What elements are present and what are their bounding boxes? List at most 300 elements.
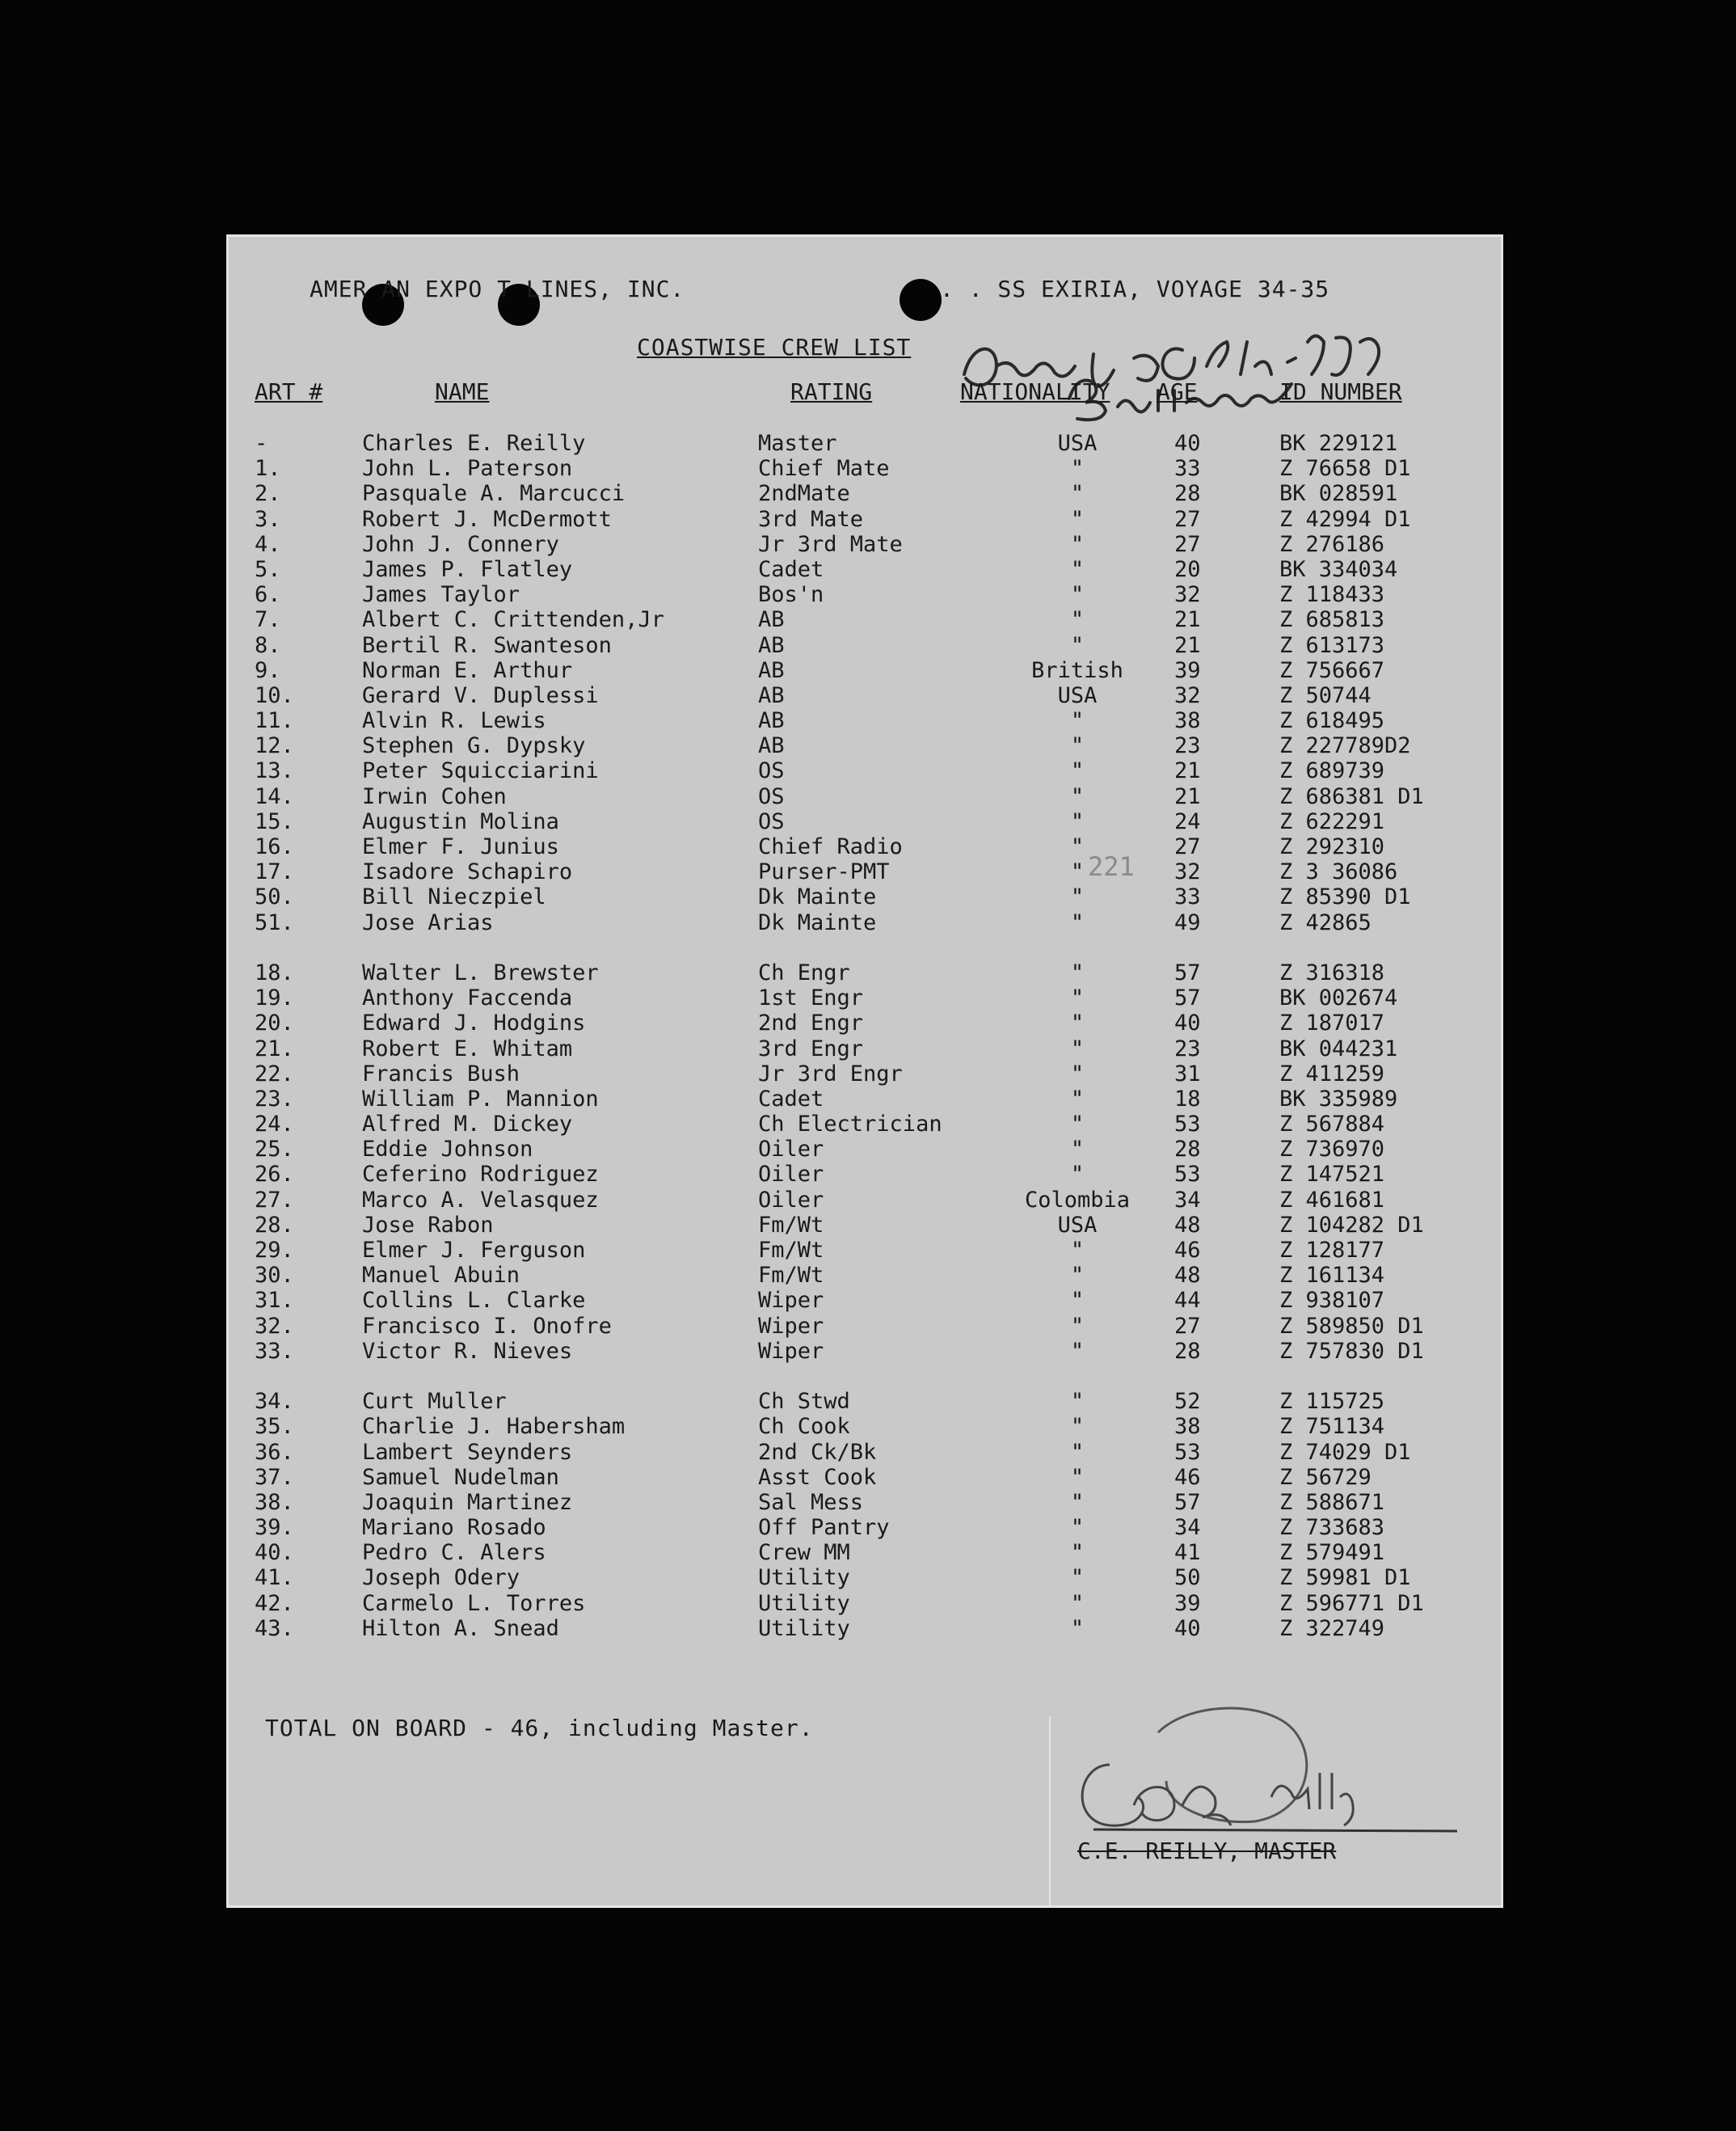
crew-rating: Ch Stwd [758, 1389, 850, 1415]
crew-nationality: " [1070, 1263, 1085, 1289]
crew-id-number: Z 42994 D1 [1279, 506, 1411, 532]
crew-id-number: Z 316318 [1279, 960, 1385, 985]
crew-row [229, 1288, 1501, 1313]
crew-row [229, 708, 1501, 733]
crew-name: Francis Bush [362, 1061, 520, 1087]
crew-nationality: " [1070, 758, 1085, 784]
crew-id-number: BK 002674 [1279, 985, 1398, 1011]
crew-age: 34 [1174, 1515, 1201, 1541]
crew-nationality: " [1070, 607, 1085, 633]
art-number: 37. [255, 1464, 294, 1490]
crew-nationality: " [1070, 556, 1085, 582]
crew-row [229, 1616, 1501, 1641]
crew-rating: AB [758, 733, 785, 759]
art-number: 8. [255, 632, 281, 658]
crew-name: Albert C. Crittenden,Jr [362, 607, 664, 633]
crew-age: 32 [1174, 859, 1201, 885]
crew-age: 46 [1174, 1464, 1201, 1490]
crew-nationality: USA [1057, 682, 1098, 708]
crew-rating: Fm/Wt [758, 1212, 824, 1238]
crew-row [229, 910, 1501, 935]
crew-nationality: " [1070, 808, 1085, 834]
crew-row [229, 507, 1501, 532]
art-number: 51. [255, 909, 294, 935]
art-number: 40. [255, 1540, 294, 1566]
art-number: 31. [255, 1288, 294, 1314]
col-header-rating: RATING [790, 378, 873, 405]
crew-id-number: Z 411259 [1279, 1061, 1385, 1087]
art-number: 27. [255, 1187, 294, 1213]
crew-name: Gerard V. Duplessi [362, 682, 599, 708]
crew-id-number: Z 128177 [1279, 1238, 1385, 1263]
crew-id-number: Z 42865 [1279, 909, 1372, 935]
crew-name: Manuel Abuin [362, 1263, 520, 1289]
col-header-age: AGE [1157, 378, 1198, 405]
crew-age: 39 [1174, 657, 1201, 683]
art-number: 25. [255, 1137, 294, 1163]
crew-row [229, 1036, 1501, 1061]
crew-row [229, 1389, 1501, 1414]
art-number: 13. [255, 758, 294, 784]
crew-id-number: Z 686381 D1 [1279, 783, 1424, 809]
art-number: 15. [255, 808, 294, 834]
crew-age: 28 [1174, 481, 1201, 507]
crew-row [229, 859, 1501, 884]
crew-rating: AB [758, 632, 785, 658]
crew-id-number: Z 187017 [1279, 1011, 1385, 1036]
crew-list-document [226, 234, 1503, 1908]
crew-id-number: Z 50744 [1279, 682, 1372, 708]
crew-id-number: Z 567884 [1279, 1112, 1385, 1137]
crew-name: Lambert Seynders [362, 1439, 573, 1465]
crew-nationality: British [1031, 657, 1123, 683]
crew-id-number: Z 588671 [1279, 1489, 1385, 1515]
crew-age: 21 [1174, 632, 1201, 658]
crew-nationality: " [1070, 1061, 1085, 1087]
crew-row [229, 607, 1501, 632]
crew-id-number: Z 56729 [1279, 1464, 1372, 1490]
crew-age: 28 [1174, 1137, 1201, 1163]
crew-name: Jose Rabon [362, 1212, 494, 1238]
crew-age: 39 [1174, 1590, 1201, 1616]
art-number: 21. [255, 1036, 294, 1061]
crew-row [229, 1465, 1501, 1490]
crew-name: Alfred M. Dickey [362, 1112, 573, 1137]
crew-id-number: Z 736970 [1279, 1137, 1385, 1163]
crew-nationality: " [1070, 834, 1085, 859]
crew-row [229, 1087, 1501, 1112]
crew-name: Ceferino Rodriguez [362, 1162, 599, 1188]
crew-nationality: " [1070, 632, 1085, 658]
crew-rating: Oiler [758, 1187, 824, 1213]
crew-row [229, 1591, 1501, 1616]
art-number: 1. [255, 456, 281, 482]
crew-id-number: Z 147521 [1279, 1162, 1385, 1188]
crew-nationality: " [1070, 1464, 1085, 1490]
crew-name: Alvin R. Lewis [362, 708, 546, 734]
crew-age: 23 [1174, 1036, 1201, 1061]
crew-rating: Master [758, 431, 837, 456]
crew-name: Charles E. Reilly [362, 431, 586, 456]
crew-age: 40 [1174, 431, 1201, 456]
crew-nationality: " [1070, 1590, 1085, 1616]
art-number: 50. [255, 884, 294, 910]
art-number: 5. [255, 556, 281, 582]
master-name-line: C.E. REILLY, MASTER [1077, 1838, 1337, 1864]
crew-name: William P. Mannion [362, 1086, 599, 1112]
crew-nationality: " [1070, 1540, 1085, 1566]
crew-name: Marco A. Velasquez [362, 1187, 599, 1213]
crew-id-number: Z 59981 D1 [1279, 1565, 1411, 1591]
crew-rating: Utility [758, 1590, 850, 1616]
crew-nationality: " [1070, 884, 1085, 910]
crew-rating: Cadet [758, 1086, 824, 1112]
crew-nationality: " [1070, 783, 1085, 809]
crew-name: James Taylor [362, 582, 520, 608]
col-header-id: ID NUMBER [1279, 378, 1402, 405]
crew-rating: Fm/Wt [758, 1238, 824, 1263]
crew-nationality: " [1070, 1112, 1085, 1137]
crew-rating: AB [758, 607, 785, 633]
crew-name: Elmer J. Ferguson [362, 1238, 586, 1263]
crew-age: 33 [1174, 456, 1201, 482]
crew-rating: Jr 3rd Engr [758, 1061, 903, 1087]
crew-row [229, 1263, 1501, 1288]
crew-row [229, 532, 1501, 557]
crew-id-number: Z 74029 D1 [1279, 1439, 1411, 1465]
crew-name: Robert J. McDermott [362, 506, 612, 532]
crew-age: 44 [1174, 1288, 1201, 1314]
paper-fold-line [1049, 1716, 1051, 1906]
art-number: 7. [255, 607, 281, 633]
crew-nationality: " [1070, 1238, 1085, 1263]
crew-name: Pasquale A. Marcucci [362, 481, 626, 507]
crew-rating: Wiper [758, 1338, 824, 1364]
crew-age: 20 [1174, 556, 1201, 582]
crew-row [229, 1515, 1501, 1540]
art-number: 30. [255, 1263, 294, 1289]
total-on-board: TOTAL ON BOARD - 46, including Master. [265, 1715, 814, 1741]
art-number: - [255, 431, 268, 456]
crew-id-number: BK 229121 [1279, 431, 1398, 456]
crew-age: 57 [1174, 1489, 1201, 1515]
crew-nationality: " [1070, 859, 1085, 885]
crew-nationality: USA [1057, 1212, 1098, 1238]
crew-name: Bill Nieczpiel [362, 884, 546, 910]
crew-row [229, 1490, 1501, 1515]
art-number: 32. [255, 1313, 294, 1339]
crew-name: Anthony Faccenda [362, 985, 573, 1011]
crew-age: 40 [1174, 1615, 1201, 1641]
crew-row [229, 1314, 1501, 1339]
crew-id-number: Z 322749 [1279, 1615, 1385, 1641]
crew-id-number: Z 757830 D1 [1279, 1338, 1424, 1364]
crew-id-number: Z 756667 [1279, 657, 1385, 683]
crew-nationality: " [1070, 1011, 1085, 1036]
crew-row [229, 884, 1501, 909]
crew-nationality: " [1070, 1515, 1085, 1541]
crew-nationality: " [1070, 733, 1085, 759]
crew-id-number: Z 613173 [1279, 632, 1385, 658]
crew-rating: OS [758, 808, 785, 834]
crew-row [229, 1440, 1501, 1465]
crew-name: Norman E. Arthur [362, 657, 573, 683]
crew-id-number: Z 118433 [1279, 582, 1385, 608]
crew-id-number: Z 3 36086 [1279, 859, 1398, 885]
crew-id-number: BK 334034 [1279, 556, 1398, 582]
crew-name: Hilton A. Snead [362, 1615, 559, 1641]
crew-nationality: " [1070, 1288, 1085, 1314]
crew-nationality: " [1070, 1615, 1085, 1641]
crew-nationality: " [1070, 960, 1085, 985]
crew-age: 33 [1174, 884, 1201, 910]
art-number: 19. [255, 985, 294, 1011]
crew-age: 28 [1174, 1338, 1201, 1364]
section-gap [229, 1364, 1501, 1389]
crew-age: 52 [1174, 1389, 1201, 1415]
art-number: 35. [255, 1414, 294, 1440]
crew-nationality: " [1070, 1439, 1085, 1465]
art-number: 41. [255, 1565, 294, 1591]
crew-age: 46 [1174, 1238, 1201, 1263]
crew-row [229, 557, 1501, 582]
art-number: 23. [255, 1086, 294, 1112]
crew-row [229, 683, 1501, 708]
crew-nationality: " [1070, 456, 1085, 482]
crew-name: Eddie Johnson [362, 1137, 533, 1163]
crew-age: 41 [1174, 1540, 1201, 1566]
crew-row [229, 985, 1501, 1011]
crew-rating: Crew MM [758, 1540, 850, 1566]
crew-nationality: " [1070, 1137, 1085, 1163]
crew-age: 49 [1174, 909, 1201, 935]
crew-rating: OS [758, 758, 785, 784]
crew-nationality: " [1070, 481, 1085, 507]
crew-id-number: Z 589850 D1 [1279, 1313, 1424, 1339]
crew-name: Pedro C. Alers [362, 1540, 546, 1566]
crew-rating: Chief Radio [758, 834, 903, 859]
crew-rating: Cadet [758, 556, 824, 582]
crew-id-number: BK 335989 [1279, 1086, 1398, 1112]
crew-rating: AB [758, 708, 785, 734]
crew-name: James P. Flatley [362, 556, 573, 582]
art-number: 4. [255, 531, 281, 557]
crew-id-number: Z 685813 [1279, 607, 1385, 633]
crew-id-number: Z 622291 [1279, 808, 1385, 834]
crew-name: Elmer F. Junius [362, 834, 559, 859]
crew-rating: Asst Cook [758, 1464, 877, 1490]
crew-name: Stephen G. Dypsky [362, 733, 586, 759]
crew-rating: 2ndMate [758, 481, 850, 507]
crew-nationality: " [1070, 985, 1085, 1011]
crew-name: Irwin Cohen [362, 783, 507, 809]
crew-rating: Oiler [758, 1162, 824, 1188]
crew-rating: Utility [758, 1565, 850, 1591]
crew-age: 21 [1174, 607, 1201, 633]
crew-age: 31 [1174, 1061, 1201, 1087]
crew-rating: Wiper [758, 1313, 824, 1339]
crew-nationality: " [1070, 582, 1085, 608]
crew-name: John L. Paterson [362, 456, 573, 482]
crew-age: 24 [1174, 808, 1201, 834]
crew-age: 53 [1174, 1112, 1201, 1137]
crew-rating: Ch Cook [758, 1414, 850, 1440]
crew-age: 38 [1174, 708, 1201, 734]
crew-rating: Oiler [758, 1137, 824, 1163]
crew-id-number: Z 104282 D1 [1279, 1212, 1424, 1238]
crew-nationality: " [1070, 1565, 1085, 1591]
crew-name: Robert E. Whitam [362, 1036, 573, 1061]
art-number: 18. [255, 960, 294, 985]
art-number: 2. [255, 481, 281, 507]
crew-rating: Ch Electrician [758, 1112, 942, 1137]
crew-row [229, 456, 1501, 481]
art-number: 36. [255, 1439, 294, 1465]
art-number: 11. [255, 708, 294, 734]
crew-row [229, 1011, 1501, 1036]
art-number: 38. [255, 1489, 294, 1515]
crew-table [229, 431, 1501, 1641]
crew-name: Samuel Nudelman [362, 1464, 559, 1490]
art-number: 43. [255, 1615, 294, 1641]
crew-id-number: Z 292310 [1279, 834, 1385, 859]
crew-name: Mariano Rosado [362, 1515, 546, 1541]
art-number: 6. [255, 582, 281, 608]
crew-name: Francisco I. Onofre [362, 1313, 612, 1339]
crew-row [229, 834, 1501, 859]
crew-id-number: Z 733683 [1279, 1515, 1385, 1541]
crew-id-number: Z 161134 [1279, 1263, 1385, 1289]
crew-nationality: " [1070, 1338, 1085, 1364]
crew-name: Edward J. Hodgins [362, 1011, 586, 1036]
section-gap [229, 935, 1501, 960]
crew-age: 32 [1174, 682, 1201, 708]
crew-nationality: " [1070, 1389, 1085, 1415]
crew-age: 27 [1174, 506, 1201, 532]
crew-row [229, 481, 1501, 506]
crew-row [229, 1238, 1501, 1263]
crew-id-number: Z 461681 [1279, 1187, 1385, 1213]
crew-rating: AB [758, 682, 785, 708]
col-header-name: NAME [435, 378, 490, 405]
crew-rating: Dk Mainte [758, 884, 877, 910]
crew-nationality: " [1070, 1086, 1085, 1112]
crew-age: 48 [1174, 1212, 1201, 1238]
col-header-art: ART # [255, 378, 323, 405]
crew-row [229, 733, 1501, 758]
document-title: COASTWISE CREW LIST [637, 334, 912, 361]
handwritten-departure-note [948, 310, 1401, 431]
crew-row [229, 1565, 1501, 1590]
crew-nationality: " [1070, 1162, 1085, 1188]
crew-age: 27 [1174, 1313, 1201, 1339]
crew-name: John J. Connery [362, 531, 559, 557]
crew-age: 32 [1174, 582, 1201, 608]
crew-age: 27 [1174, 531, 1201, 557]
crew-row [229, 1188, 1501, 1213]
crew-rating: Utility [758, 1615, 850, 1641]
art-number: 3. [255, 506, 281, 532]
art-number: 14. [255, 783, 294, 809]
crew-row [229, 758, 1501, 783]
crew-id-number: Z 227789D2 [1279, 733, 1411, 759]
crew-id-number: Z 276186 [1279, 531, 1385, 557]
crew-id-number: Z 938107 [1279, 1288, 1385, 1314]
crew-row [229, 582, 1501, 607]
crew-rating: Chief Mate [758, 456, 890, 482]
crew-nationality: " [1070, 1036, 1085, 1061]
crew-rating: OS [758, 783, 785, 809]
crew-id-number: Z 596771 D1 [1279, 1590, 1424, 1616]
crew-age: 50 [1174, 1565, 1201, 1591]
art-number: 29. [255, 1238, 294, 1263]
crew-row [229, 1137, 1501, 1162]
crew-nationality: " [1070, 1313, 1085, 1339]
crew-rating: 3rd Engr [758, 1036, 864, 1061]
crew-age: 40 [1174, 1011, 1201, 1036]
art-number: 42. [255, 1590, 294, 1616]
crew-row [229, 1339, 1501, 1364]
punch-hole [900, 279, 942, 321]
crew-nationality: " [1070, 909, 1085, 935]
crew-age: 48 [1174, 1263, 1201, 1289]
crew-name: Joaquin Martinez [362, 1489, 573, 1515]
crew-rating: AB [758, 657, 785, 683]
crew-nationality: " [1070, 708, 1085, 734]
crew-name: Peter Squicciarini [362, 758, 599, 784]
company-name: AMER AN EXPO T LINES, INC. [310, 276, 685, 302]
crew-age: 23 [1174, 733, 1201, 759]
crew-rating: Ch Engr [758, 960, 850, 985]
art-number: 24. [255, 1112, 294, 1137]
crew-age: 38 [1174, 1414, 1201, 1440]
art-number: 9. [255, 657, 281, 683]
crew-rating: Fm/Wt [758, 1263, 824, 1289]
crew-name: Charlie J. Habersham [362, 1414, 626, 1440]
crew-rating: Dk Mainte [758, 909, 877, 935]
crew-age: 53 [1174, 1439, 1201, 1465]
crew-rating: Wiper [758, 1288, 824, 1314]
art-number: 12. [255, 733, 294, 759]
crew-age: 18 [1174, 1086, 1201, 1112]
crew-name: Collins L. Clarke [362, 1288, 586, 1314]
art-number: 16. [255, 834, 294, 859]
crew-name: Jose Arias [362, 909, 494, 935]
art-number: 22. [255, 1061, 294, 1087]
crew-name: Carmelo L. Torres [362, 1590, 586, 1616]
art-number: 33. [255, 1338, 294, 1364]
crew-nationality: " [1070, 1489, 1085, 1515]
art-number: 20. [255, 1011, 294, 1036]
art-number: 39. [255, 1515, 294, 1541]
crew-row [229, 658, 1501, 683]
art-number: 17. [255, 859, 294, 885]
crew-age: 57 [1174, 985, 1201, 1011]
crew-id-number: Z 618495 [1279, 708, 1385, 734]
crew-row [229, 1162, 1501, 1187]
crew-name: Bertil R. Swanteson [362, 632, 612, 658]
col-header-nationality: NATIONALITY [960, 378, 1110, 405]
crew-age: 27 [1174, 834, 1201, 859]
crew-age: 34 [1174, 1187, 1201, 1213]
crew-row [229, 633, 1501, 658]
crew-name: Augustin Molina [362, 808, 559, 834]
stamp-number: 221 [1088, 851, 1135, 882]
crew-name: Joseph Odery [362, 1565, 520, 1591]
crew-age: 53 [1174, 1162, 1201, 1188]
crew-rating: 2nd Ck/Bk [758, 1439, 877, 1465]
crew-rating: 2nd Engr [758, 1011, 864, 1036]
